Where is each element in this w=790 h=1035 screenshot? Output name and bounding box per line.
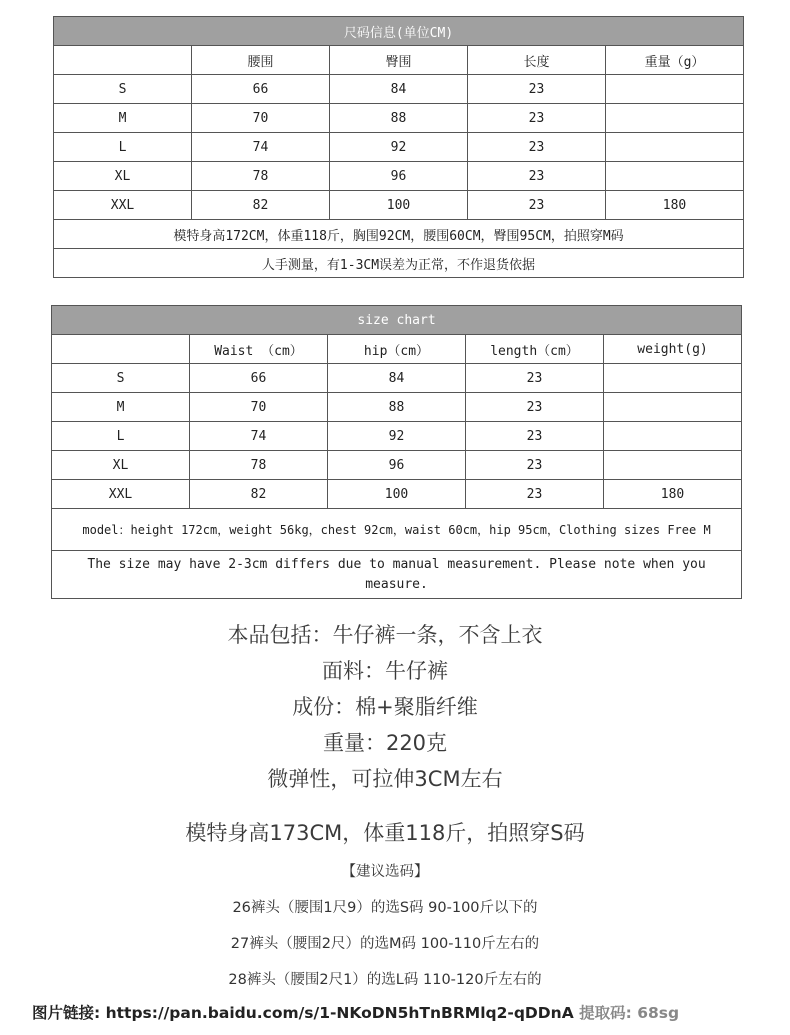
table-cell [604, 393, 742, 422]
header-cell [52, 335, 190, 364]
header-row [52, 335, 742, 364]
size-cell: L [52, 422, 190, 451]
table-cell: 74 [192, 133, 330, 162]
table-row [52, 393, 742, 422]
table-cell: 78 [190, 451, 328, 480]
extraction-code: 提取码: 68sg [579, 1004, 680, 1022]
size-advice-line: 28裤头（腰围2尺1）的选L码 110-120斤左右的 [228, 972, 542, 988]
table-row [54, 75, 744, 104]
header-cell: 腰围 [192, 46, 330, 75]
header-cell [54, 46, 192, 75]
table-cell: 23 [468, 104, 606, 133]
size-cell: S [54, 75, 192, 104]
table-row [52, 364, 742, 393]
measure-note: 人手测量，有1-3CM误差为正常，不作退货依据 [54, 249, 744, 278]
table-cell [606, 133, 744, 162]
table-cell [604, 451, 742, 480]
download-footer [32, 1001, 772, 1023]
size-cell: XXL [52, 480, 190, 509]
table-cell [604, 422, 742, 451]
table-cell [606, 75, 744, 104]
table-cell: 23 [468, 162, 606, 191]
size-cell: M [52, 393, 190, 422]
table-cell: 84 [328, 364, 466, 393]
table-cell: 96 [328, 451, 466, 480]
table-cell: 23 [466, 451, 604, 480]
table-caption: 尺码信息(单位CM) [54, 17, 744, 46]
table-cell: 23 [468, 75, 606, 104]
table-cell: 23 [466, 364, 604, 393]
size-cell: M [54, 104, 192, 133]
header-cell: hip（cm） [328, 335, 466, 364]
header-cell: 长度 [468, 46, 606, 75]
table-cell: 70 [192, 104, 330, 133]
size-advice-line: 27裤头（腰围2尺）的选M码 100-110斤左右的 [230, 936, 540, 952]
table-row [52, 480, 742, 509]
table-cell: 23 [468, 191, 606, 220]
fabric-text: 面料：牛仔裤 [322, 659, 448, 683]
table-cell: 74 [190, 422, 328, 451]
model-note: model：height 172cm，weight 56kg，chest 92cm，waist 60cm，hip 95cm，Clothing sizes Free M [52, 509, 742, 551]
table-cell: 88 [328, 393, 466, 422]
size-cell: XL [52, 451, 190, 480]
table-cell: 23 [468, 133, 606, 162]
table-cell: 82 [190, 480, 328, 509]
header-cell: Waist （cm） [190, 335, 328, 364]
table-cell [604, 364, 742, 393]
table-cell [606, 162, 744, 191]
table-cell [606, 104, 744, 133]
table-cell: 78 [192, 162, 330, 191]
table-row [52, 422, 742, 451]
size-cell: XXL [54, 191, 192, 220]
table-cell: 88 [330, 104, 468, 133]
measure-note: The size may have 2-3cm differs due to manual measurement. Please note when you measure. [52, 551, 742, 599]
model-note: 模特身高172CM，体重118斤，胸围92CM，腰围60CM，臀围95CM，拍照穿M码 [54, 220, 744, 249]
model-info-text: 模特身高173CM，体重118斤，拍照穿S码 [185, 821, 585, 845]
table-cell: 92 [330, 133, 468, 162]
size-cell: L [54, 133, 192, 162]
size-table-english [51, 305, 742, 599]
table-cell: 180 [606, 191, 744, 220]
table-cell: 180 [604, 480, 742, 509]
elasticity-text: 微弹性，可拉伸3CM左右 [267, 767, 503, 791]
table-row [54, 104, 744, 133]
table-cell: 100 [330, 191, 468, 220]
composition-text: 成份：棉+聚脂纤维 [292, 695, 478, 719]
table-cell: 84 [330, 75, 468, 104]
table-cell: 23 [466, 480, 604, 509]
size-cell: XL [54, 162, 192, 191]
size-cell: S [52, 364, 190, 393]
table-caption: size chart [52, 306, 742, 335]
table-row [54, 133, 744, 162]
table-cell: 100 [328, 480, 466, 509]
header-cell: 臀围 [330, 46, 468, 75]
table-cell: 23 [466, 393, 604, 422]
table-cell: 23 [466, 422, 604, 451]
size-advice-line: 26裤头（腰围1尺9）的选S码 90-100斤以下的 [232, 900, 538, 916]
table-row [54, 162, 744, 191]
table-cell: 92 [328, 422, 466, 451]
table-row [52, 451, 742, 480]
header-row [54, 46, 744, 75]
table-cell: 66 [190, 364, 328, 393]
header-cell: 重量（g） [606, 46, 744, 75]
download-link[interactable]: 图片链接: https://pan.baidu.com/s/1-NKoDN5hTnBRMlq2-qDDnA [32, 1004, 574, 1022]
table-cell: 66 [192, 75, 330, 104]
table-cell: 82 [192, 191, 330, 220]
table-cell: 70 [190, 393, 328, 422]
table-cell: 96 [330, 162, 468, 191]
table-row [54, 191, 744, 220]
header-cell: weight(g) [604, 335, 742, 364]
size-table-chinese [53, 16, 744, 278]
header-cell: length（cm） [466, 335, 604, 364]
size-advice-title: 【建议选码】 [341, 864, 429, 880]
weight-text: 重量：220克 [322, 731, 448, 755]
includes-text: 本品包括：牛仔裤一条，不含上衣 [227, 623, 543, 647]
